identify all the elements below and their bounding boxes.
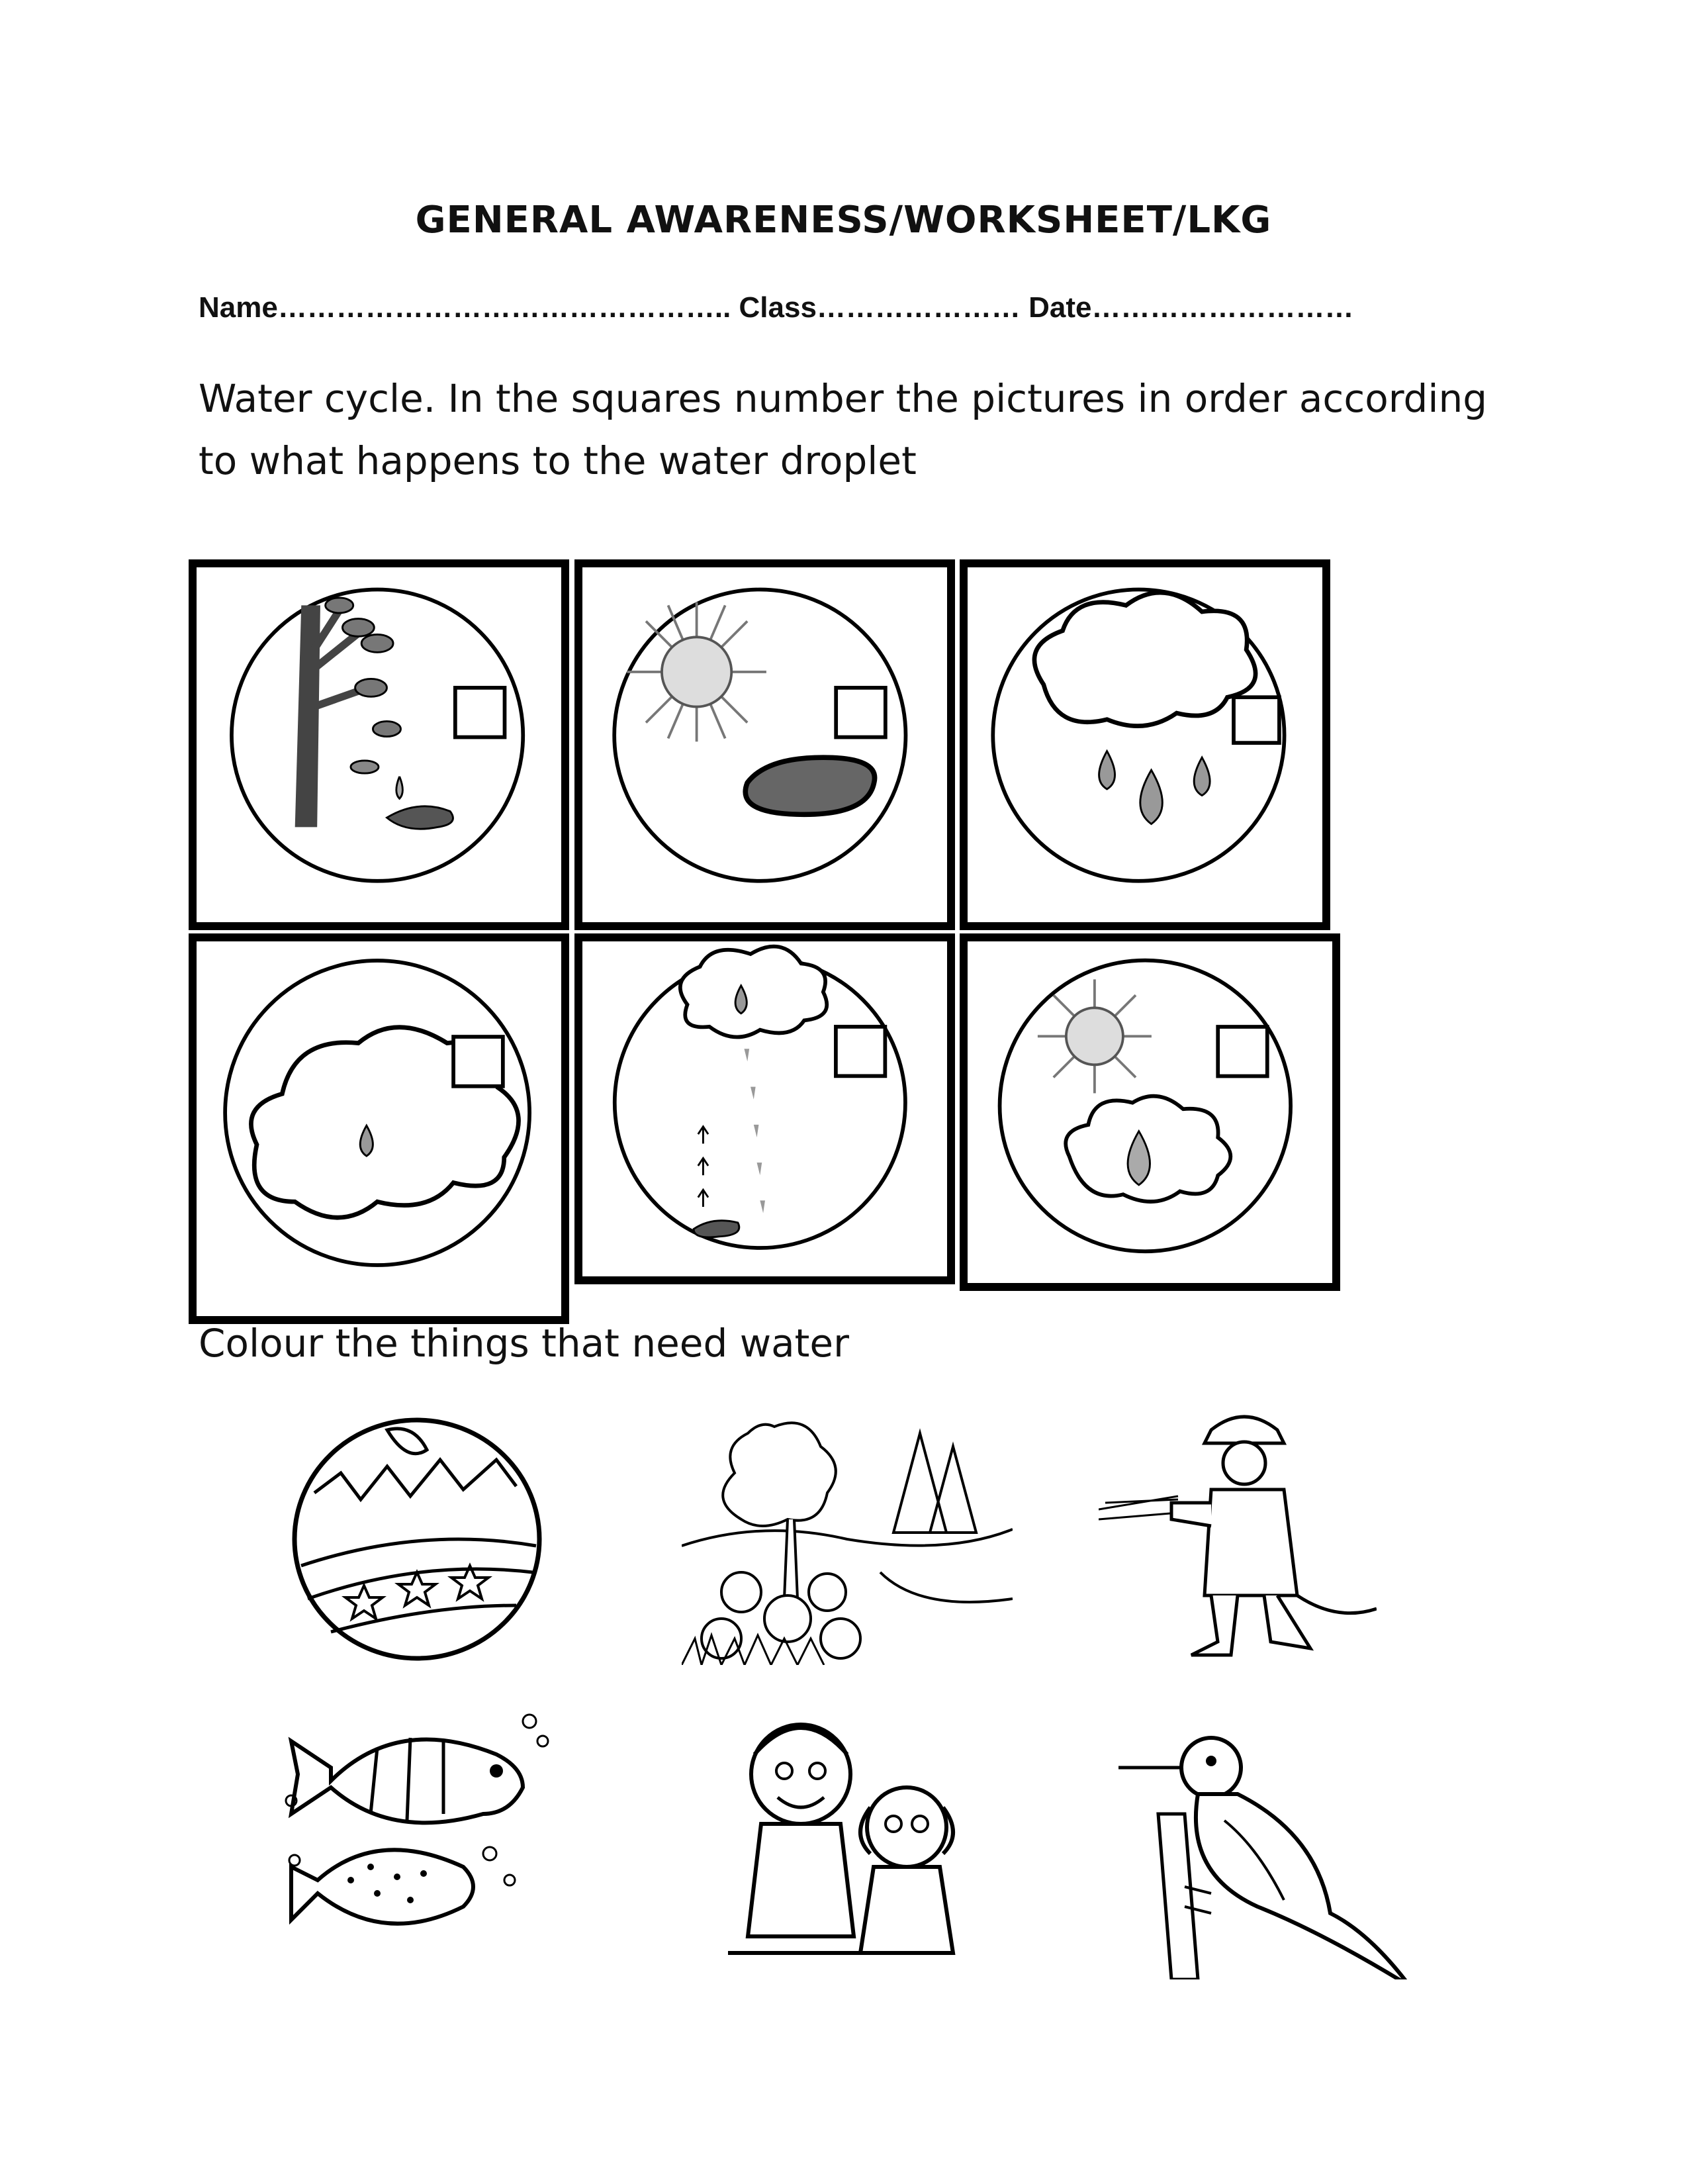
landscape-picture xyxy=(682,1413,1013,1665)
evaporation-arrows-icon xyxy=(582,941,947,1276)
panel-sun-puddle xyxy=(574,559,955,930)
name-class-date-line[interactable]: Name……………………………………….. Class………………… Date……………………… xyxy=(199,291,1354,324)
sun-cloud-droplet-icon xyxy=(968,941,1332,1283)
panel-droplet-in-cloud xyxy=(189,933,569,1324)
page-title: GENERAL AWARENESS/WORKSHEET/LKG xyxy=(415,199,1272,242)
panel-cloud-rain xyxy=(960,559,1330,930)
tree-flowers-landscape-icon xyxy=(682,1413,1013,1665)
fish-picture xyxy=(278,1701,569,1953)
ball-icon xyxy=(285,1413,549,1665)
bird-picture xyxy=(1118,1721,1410,1979)
tree-rain-puddle-icon xyxy=(197,567,561,922)
firefighter-hose-icon xyxy=(1099,1410,1377,1662)
ball-picture xyxy=(285,1413,549,1665)
panel-sun-cloud-droplet xyxy=(960,933,1340,1291)
woodpecker-bird-icon xyxy=(1118,1721,1410,1979)
droplet-in-cloud-icon xyxy=(197,941,561,1316)
boy-and-dog-icon xyxy=(715,1715,993,1966)
boy-dog-picture xyxy=(715,1715,993,1966)
panel-tree-puddle xyxy=(189,559,569,930)
panel-evaporation xyxy=(574,933,955,1284)
sun-puddle-icon xyxy=(582,567,947,922)
cloud-raindrops-icon xyxy=(968,567,1322,922)
water-cycle-instruction: Water cycle. In the squares number the pictures in order according to what happens to the water droplet xyxy=(199,376,1488,483)
firefighter-picture xyxy=(1099,1410,1377,1662)
fish-icon xyxy=(278,1701,569,1953)
colour-instruction: Colour the things that need water xyxy=(199,1321,849,1366)
